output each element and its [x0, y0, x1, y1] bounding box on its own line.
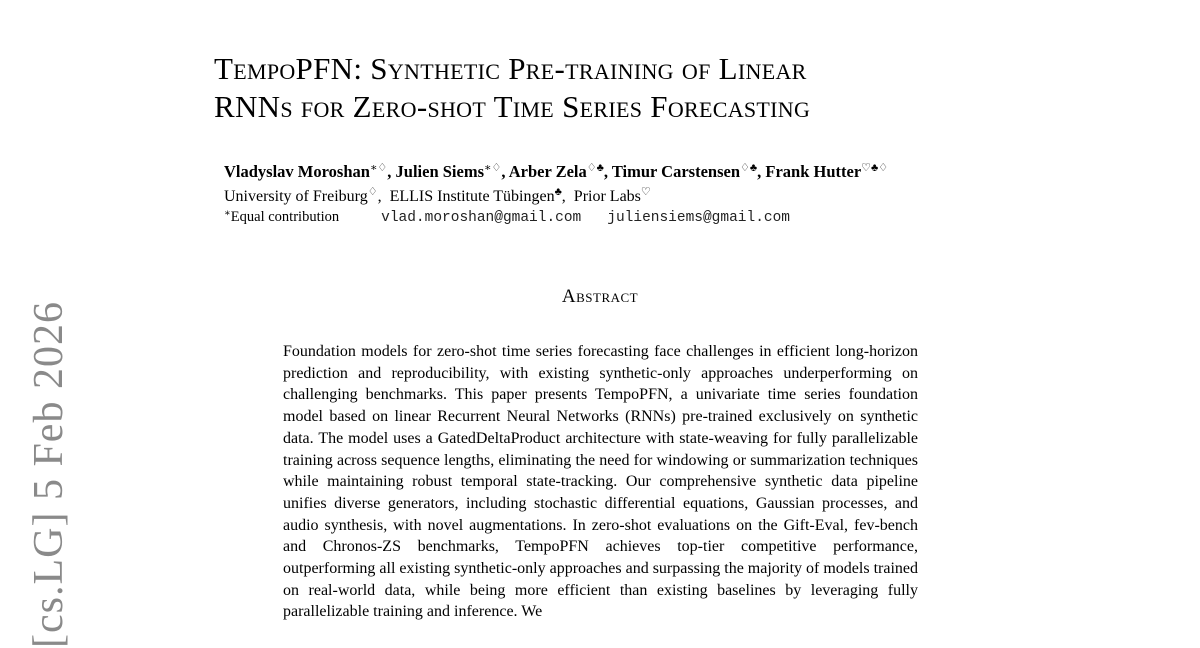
author-marks: ♢♣: [586, 162, 604, 174]
affiliation-mark: ♣: [554, 186, 562, 198]
author-name: Arber Zela: [508, 162, 587, 181]
author-marks: ♡♣♢: [861, 162, 889, 174]
affiliation-mark: ♢: [367, 186, 378, 198]
author-name: Vladyslav Moroshan: [224, 162, 370, 181]
email-link[interactable]: juliensiems@gmail.com: [607, 210, 790, 226]
affiliation-name: University of Freiburg: [224, 188, 368, 205]
equal-contribution-note: [224, 208, 339, 226]
author-list: Vladyslav Moroshan∗♢, Julien Siems∗♢, Arber Zela♢♣, Timur Carstensen♢♣, Frank Hutter♡♣♢: [224, 162, 889, 181]
title-line-1: TempoPFN: Synthetic Pre-training of Linear: [214, 51, 807, 86]
abstract-body: Foundation models for zero-shot time series forecasting face challenges in efficient long-horizon prediction and reproducibility, with existing synthetic-only approaches underperforming on challenging benchmarks. This paper presents TempoPFN, a univariate time series foundation model based on linear Recurrent Neural Networks (RNNs) pre-trained exclusively on synthetic data. The model uses a GatedDeltaProduct architecture with state-weaving for fully parallelizable training across sequence lengths, eliminating the need for windowing or summarization techniques while maintaining robust temporal state-tracking. Our comprehensive synthetic data pipeline unifies diverse generators, including stochastic differential equations, Gaussian processes, and audio synthesis, with novel augmentations. In zero-shot evaluations on the Gift-Eval, fev-bench and Chronos-ZS benchmarks, TempoPFN achieves top-tier competitive performance, outperforming all existing synthetic-only approaches and surpassing the majority of models trained on real-world data, while being more efficient than existing baselines by leveraging fully parallelizable training and inference. We: [283, 343, 918, 621]
title-line-2: RNNs for Zero-shot Time Series Forecasting: [214, 89, 811, 124]
author-marks: ♢♣: [740, 162, 758, 174]
equal-contribution-mark: ∗: [224, 208, 231, 219]
paper-title: [214, 50, 1074, 126]
abstract-heading: Abstract: [561, 286, 639, 307]
email-link[interactable]: vlad.moroshan@gmail.com: [381, 210, 582, 226]
equal-contribution-text: Equal contribution: [230, 209, 340, 225]
arxiv-side-stamp: [cs.LG] 5 Feb 2026: [26, 301, 72, 648]
affiliation-mark: ♡: [640, 186, 651, 198]
author-name: Frank Hutter: [765, 162, 862, 181]
author-marks: ∗♢: [369, 162, 388, 174]
affiliation-name: ELLIS Institute Tübingen: [389, 188, 555, 205]
affiliation-list: University of Freiburg♢, ELLIS Institute Tübingen♣, Prior Labs♡: [224, 186, 651, 205]
affiliation-name: Prior Labs: [573, 188, 641, 205]
author-name: Julien Siems: [395, 162, 485, 181]
author-name: Timur Carstensen: [611, 162, 741, 181]
contact-row: [224, 208, 790, 226]
author-marks: ∗♢: [484, 162, 502, 174]
